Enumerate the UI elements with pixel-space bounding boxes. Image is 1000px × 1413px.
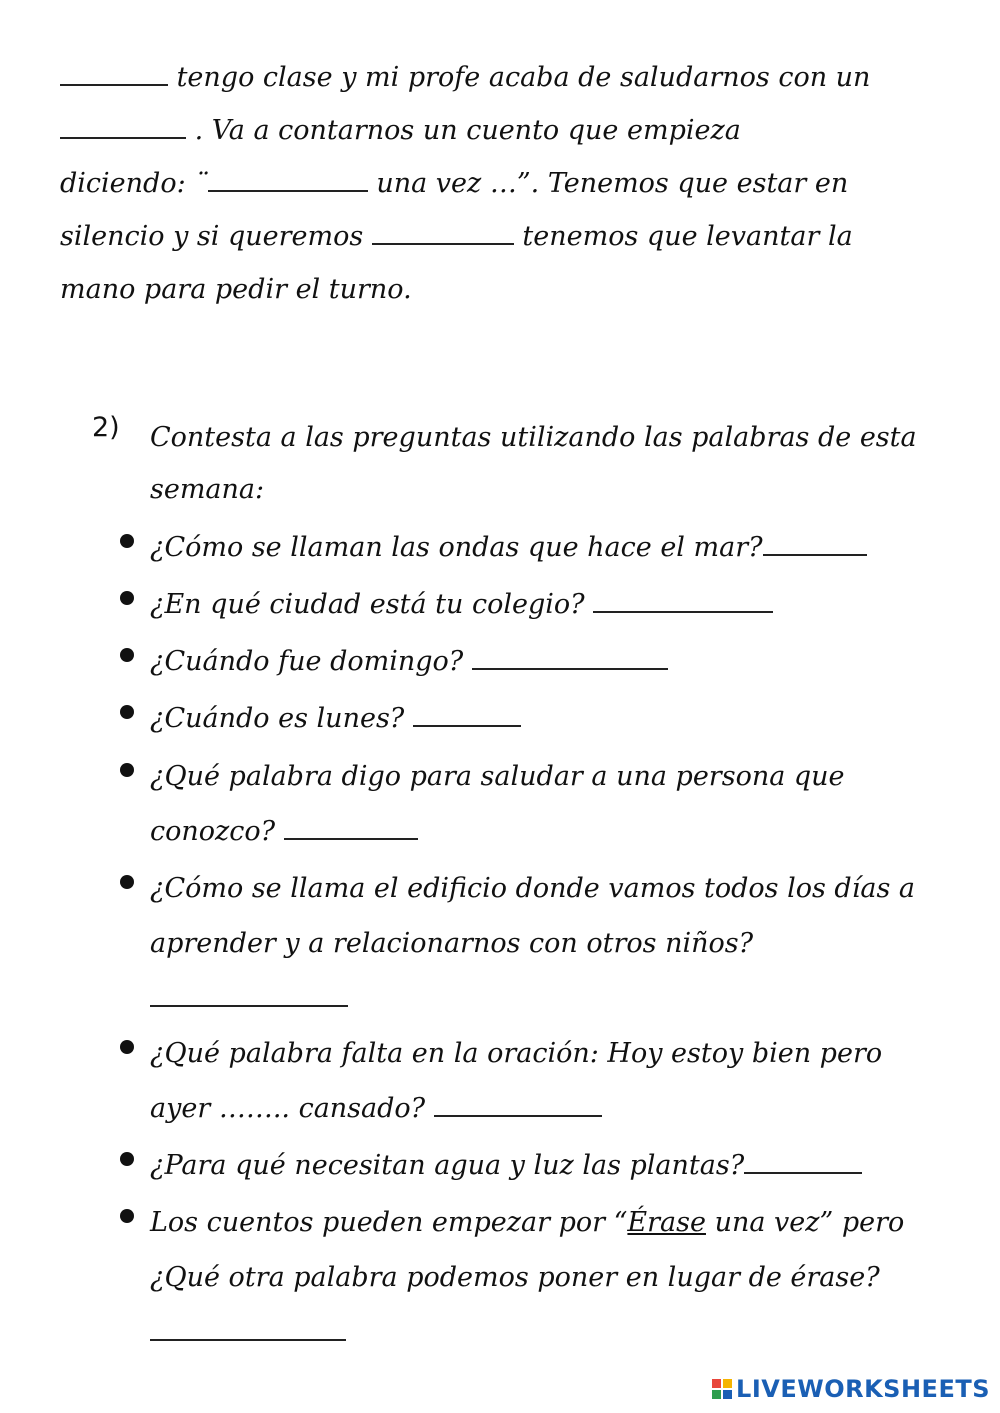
paragraph-line-2: . Va a contarnos un cuento que empieza [186, 115, 741, 146]
bullet-icon [120, 591, 134, 605]
paragraph-line-3-rest: una vez …”. Tenemos que estar en [367, 168, 849, 199]
list-item [120, 577, 950, 632]
underlined-word: Érase [627, 1207, 706, 1238]
list-item [120, 1138, 950, 1193]
answer-blank[interactable] [150, 1317, 346, 1341]
paragraph-line-1: tengo clase y mi profe acaba de saludarnos con un [168, 62, 871, 93]
question-text: ¿En qué ciudad está tu colegio? [150, 589, 594, 620]
list-item [120, 520, 950, 575]
answer-blank[interactable] [763, 532, 867, 556]
paragraph-line-5: mano para pedir el turno. [60, 274, 412, 305]
blank-1[interactable] [60, 62, 168, 86]
liveworksheets-logo [712, 1375, 990, 1403]
bullet-icon [120, 1040, 134, 1054]
blank-2[interactable] [60, 115, 186, 139]
answer-blank[interactable] [744, 1150, 862, 1174]
bullet-icon [120, 1209, 134, 1223]
paragraph-line-3-start: diciendo: ¨ [60, 168, 208, 199]
list-item [120, 634, 950, 689]
question-text: ¿Cuándo es lunes? [150, 703, 413, 734]
question-text-part-1: Los cuentos pueden empezar por “ [150, 1207, 628, 1238]
bullet-icon [120, 1152, 134, 1166]
fill-in-paragraph [60, 62, 950, 342]
question-text: ¿Cómo se llama el edificio donde vamos todos los días a aprender y a relacionarnos con otros niños? [150, 873, 915, 959]
bullet-icon [120, 534, 134, 548]
list-item [120, 749, 950, 859]
answer-blank[interactable] [150, 983, 348, 1007]
question-text: ¿Cómo se llaman las ondas que hace el mar? [150, 532, 763, 563]
question-text: ¿Qué palabra digo para saludar a una persona que conozco? [150, 761, 845, 847]
list-item [120, 1195, 950, 1360]
list-item [120, 691, 950, 746]
bullet-icon [120, 648, 134, 662]
question-title: Contesta a las preguntas utilizando las palabras de esta semana: [150, 422, 917, 505]
answer-blank[interactable] [434, 1093, 602, 1117]
bullet-icon [120, 705, 134, 719]
blank-3[interactable] [208, 168, 368, 192]
question-text: ¿Para qué necesitan agua y luz las plantas? [150, 1150, 745, 1181]
answer-blank[interactable] [413, 703, 521, 727]
question-text: ¿Qué palabra falta en la oración: Hoy estoy bien pero ayer …….. cansado? [150, 1038, 883, 1124]
bullet-icon [120, 763, 134, 777]
question-text-part-2: una vez” pero ¿Qué otra palabra podemos poner en lugar de érase? [150, 1207, 905, 1293]
question-number: 2) [92, 412, 120, 443]
list-item [120, 1026, 950, 1136]
question-text: ¿Cuándo fue domingo? [150, 646, 472, 677]
paragraph-line-4-rest: tenemos que levantar la [513, 221, 853, 252]
brand-name: LIVEWORKSHEETS [736, 1375, 990, 1403]
answer-blank[interactable] [284, 816, 418, 840]
answer-blank[interactable] [593, 589, 773, 613]
cubes-icon [712, 1379, 732, 1399]
paragraph-line-4-start: silencio y si queremos [60, 221, 372, 252]
answer-blank[interactable] [472, 646, 668, 670]
list-item [120, 861, 950, 1026]
blank-4[interactable] [372, 221, 514, 245]
bullet-icon [120, 875, 134, 889]
